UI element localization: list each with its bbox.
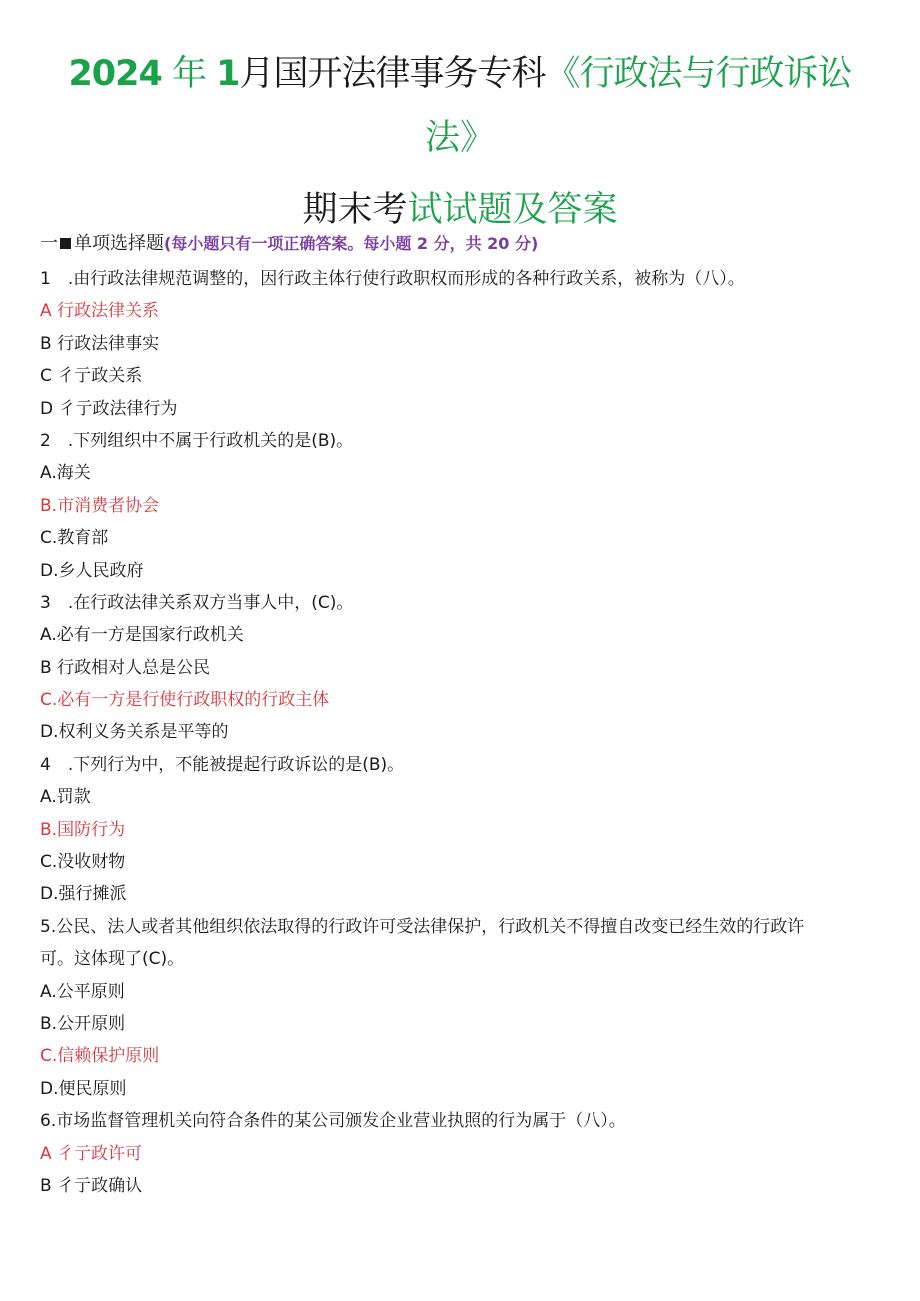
document-line: A.罚款 bbox=[40, 787, 91, 808]
section-title: 单项选择题 bbox=[74, 233, 164, 254]
document-line: A.必有一方是国家行政机关 bbox=[40, 625, 244, 646]
document-line: B 行政相对人总是公民 bbox=[40, 657, 211, 678]
document-line: D.乡人民政府 bbox=[40, 560, 144, 581]
document-line: 6.市场监督管理机关向符合条件的某公司颁发企业营业执照的行为属于（八）。 bbox=[40, 1111, 626, 1132]
document-line: C.信赖保护原则 bbox=[40, 1046, 160, 1067]
document-line: 1 .由行政法律规范调整的，因行政主体行使行政职权而形成的各种行政关系，被称为（八）。 bbox=[40, 269, 745, 289]
document-line: B.市消费者协会 bbox=[40, 495, 160, 516]
document-line: D.便民原则 bbox=[40, 1078, 127, 1099]
document-line: C.教育部 bbox=[40, 528, 109, 549]
document-line: 4 .下列行为中，不能被提起行政诉讼的是(B)。 bbox=[40, 754, 405, 775]
document-line: A 彳亍政许可 bbox=[40, 1143, 143, 1164]
document-line: B.国防行为 bbox=[40, 819, 126, 840]
document-line: 5.公民、法人或者其他组织依法取得的行政许可受法律保护，行政机关不得擅自改变已经生效的行政许 bbox=[40, 916, 805, 937]
document-line: B 彳亍政确认 bbox=[40, 1175, 143, 1196]
document-line: C.没收财物 bbox=[40, 852, 126, 873]
document-line: C 彳亍政关系 bbox=[40, 366, 143, 387]
title-nian: 年 bbox=[172, 54, 207, 94]
document-line: A.公平原则 bbox=[40, 981, 125, 1002]
document-line: D.权利义务关系是平等的 bbox=[40, 722, 229, 743]
document-line: 可。这体现了(C)。 bbox=[40, 949, 185, 970]
title-line-1 bbox=[0, 42, 920, 106]
question-list bbox=[40, 263, 880, 1202]
document-line: 3 .在行政法律关系双方当事人中，(C)。 bbox=[40, 592, 354, 613]
title-line-2: 法》 bbox=[424, 118, 495, 158]
document-line: B 行政法律事实 bbox=[40, 333, 160, 354]
section-number: 一 bbox=[40, 233, 58, 254]
document-line: C.必有一方是行使行政职权的行政主体 bbox=[40, 690, 330, 711]
document-title bbox=[0, 42, 920, 246]
document-line: A 行政法律关系 bbox=[40, 301, 160, 322]
title-exam-label: 期末考 bbox=[302, 190, 408, 230]
title-exam-answers: 试试题及答案 bbox=[407, 190, 618, 230]
document-line: D.强行摊派 bbox=[40, 884, 127, 905]
document-line: D 彳亍政法律行为 bbox=[40, 398, 178, 419]
section-heading bbox=[40, 231, 538, 257]
document-line: 2 .下列组织中不属于行政机关的是(B)。 bbox=[40, 430, 354, 451]
square-bullet-icon bbox=[60, 238, 71, 249]
document-line: B.公开原则 bbox=[40, 1013, 126, 1034]
title-year: 2024 bbox=[68, 54, 162, 94]
section-note: (每小题只有一项正确答案。每小题 2 分，共 20 分) bbox=[164, 234, 539, 253]
title-course-name: 《行政法与行政诉讼 bbox=[545, 54, 852, 94]
title-black-segment: 月国开法律事务专科 bbox=[239, 54, 546, 94]
title-month-number: 1 bbox=[216, 54, 240, 94]
document-line: A.海关 bbox=[40, 463, 91, 484]
